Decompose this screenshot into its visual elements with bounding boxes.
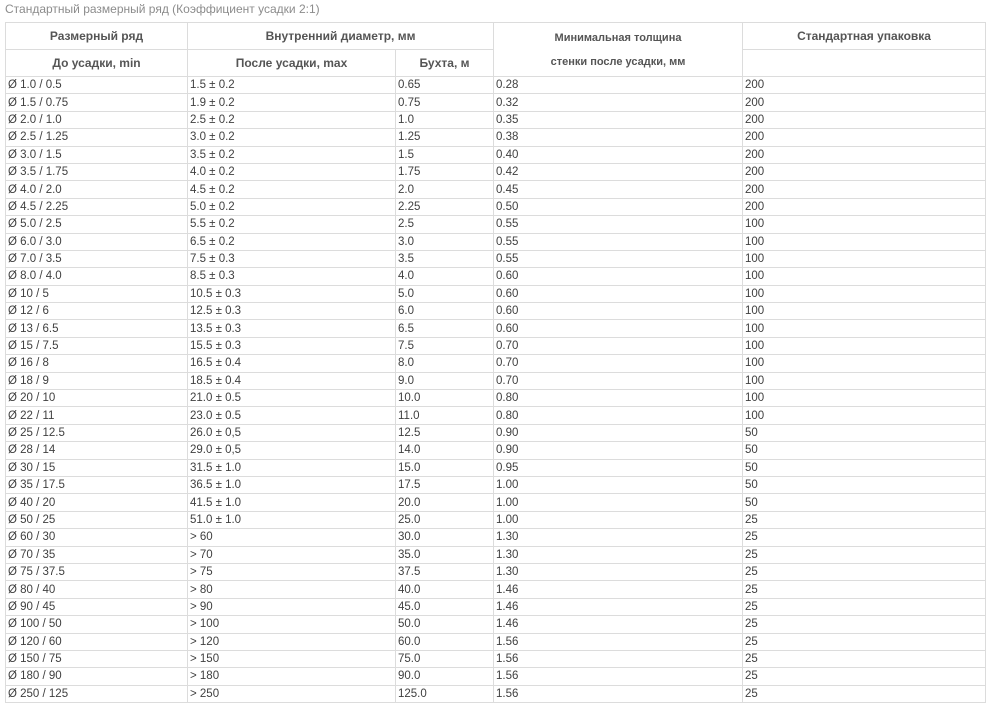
after-shrink-cell: 15.5 ± 0.3 [188,337,396,354]
header-min-wall-line2: стенки после усадки, мм [550,55,686,68]
size-range-cell: Ø 1.5 / 0.75 [6,94,188,111]
packaging-cell: 100 [743,372,986,389]
size-range-cell: Ø 150 / 75 [6,650,188,667]
after-shrink-cell: 3.0 ± 0.2 [188,129,396,146]
min-wall-cell: 1.30 [494,529,743,546]
packaging-cell: 25 [743,563,986,580]
table-row [6,494,986,511]
size-range-cell: Ø 250 / 125 [6,685,188,702]
size-range-cell: Ø 12 / 6 [6,303,188,320]
table-row [6,476,986,493]
header-inner-diameter: Внутренний диаметр, мм [188,23,494,50]
coil-length-cell: 7.5 [396,337,494,354]
after-shrink-cell: > 250 [188,685,396,702]
min-wall-cell: 1.56 [494,650,743,667]
coil-length-cell: 40.0 [396,581,494,598]
table-row [6,303,986,320]
coil-length-cell: 50.0 [396,616,494,633]
after-shrink-cell: > 70 [188,546,396,563]
min-wall-cell: 0.35 [494,111,743,128]
coil-length-cell: 0.65 [396,77,494,94]
table-row [6,668,986,685]
table-row [6,181,986,198]
min-wall-cell: 1.56 [494,668,743,685]
size-range-cell: Ø 70 / 35 [6,546,188,563]
coil-length-cell: 1.0 [396,111,494,128]
coil-length-cell: 3.0 [396,233,494,250]
size-range-cell: Ø 13 / 6.5 [6,320,188,337]
table-row [6,390,986,407]
size-range-cell: Ø 15 / 7.5 [6,337,188,354]
after-shrink-cell: 23.0 ± 0.5 [188,407,396,424]
size-range-cell: Ø 2.0 / 1.0 [6,111,188,128]
min-wall-cell: 0.70 [494,355,743,372]
coil-length-cell: 1.25 [396,129,494,146]
coil-length-cell: 125.0 [396,685,494,702]
packaging-cell: 200 [743,111,986,128]
size-range-cell: Ø 5.0 / 2.5 [6,216,188,233]
table-row [6,268,986,285]
after-shrink-cell: > 75 [188,563,396,580]
coil-length-cell: 12.5 [396,424,494,441]
packaging-cell: 50 [743,424,986,441]
packaging-cell: 25 [743,581,986,598]
after-shrink-cell: 5.0 ± 0.2 [188,198,396,215]
min-wall-cell: 0.60 [494,320,743,337]
packaging-cell: 100 [743,285,986,302]
min-wall-cell: 0.80 [494,407,743,424]
size-range-cell: Ø 6.0 / 3.0 [6,233,188,250]
coil-length-cell: 6.0 [396,303,494,320]
table-row [6,372,986,389]
header-min-wall-line1: Минимальная толщина [554,31,682,44]
table-row [6,233,986,250]
coil-length-cell: 2.25 [396,198,494,215]
packaging-cell: 50 [743,459,986,476]
after-shrink-cell: 4.5 ± 0.2 [188,181,396,198]
packaging-cell: 100 [743,320,986,337]
size-range-cell: Ø 4.5 / 2.25 [6,198,188,215]
min-wall-cell: 0.55 [494,233,743,250]
coil-length-cell: 90.0 [396,668,494,685]
size-range-cell: Ø 25 / 12.5 [6,424,188,441]
size-range-cell: Ø 18 / 9 [6,372,188,389]
coil-length-cell: 3.5 [396,250,494,267]
after-shrink-cell: 41.5 ± 1.0 [188,494,396,511]
table-row [6,146,986,163]
table-caption: Стандартный размерный ряд (Коэффициент усадки 2:1) [5,2,320,16]
table-row [6,546,986,563]
size-range-cell: Ø 90 / 45 [6,598,188,615]
header-before-shrink: До усадки, min [6,50,188,77]
coil-length-cell: 30.0 [396,529,494,546]
coil-length-cell: 10.0 [396,390,494,407]
table-row [6,111,986,128]
min-wall-cell: 0.38 [494,129,743,146]
table-row [6,529,986,546]
after-shrink-cell: 2.5 ± 0.2 [188,111,396,128]
size-range-cell: Ø 3.5 / 1.75 [6,163,188,180]
packaging-cell: 100 [743,268,986,285]
table-row [6,129,986,146]
header-standard-packaging: Стандартная упаковка [743,23,986,50]
min-wall-cell: 1.30 [494,563,743,580]
min-wall-cell: 0.40 [494,146,743,163]
coil-length-cell: 35.0 [396,546,494,563]
after-shrink-cell: 5.5 ± 0.2 [188,216,396,233]
size-range-cell: Ø 28 / 14 [6,442,188,459]
packaging-cell: 50 [743,494,986,511]
min-wall-cell: 0.95 [494,459,743,476]
after-shrink-cell: > 180 [188,668,396,685]
coil-length-cell: 60.0 [396,633,494,650]
after-shrink-cell: 6.5 ± 0.2 [188,233,396,250]
size-range-cell: Ø 8.0 / 4.0 [6,268,188,285]
table-row [6,198,986,215]
size-range-cell: Ø 3.0 / 1.5 [6,146,188,163]
table-row [6,250,986,267]
after-shrink-cell: 8.5 ± 0.3 [188,268,396,285]
after-shrink-cell: 36.5 ± 1.0 [188,476,396,493]
packaging-cell: 200 [743,129,986,146]
min-wall-cell: 0.80 [494,390,743,407]
coil-length-cell: 5.0 [396,285,494,302]
table-row [6,216,986,233]
min-wall-cell: 0.70 [494,337,743,354]
table-row [6,285,986,302]
table-row [6,598,986,615]
header-min-wall-thickness [494,23,743,77]
header-packaging-empty [743,50,986,77]
min-wall-cell: 0.70 [494,372,743,389]
coil-length-cell: 8.0 [396,355,494,372]
table-row [6,355,986,372]
packaging-cell: 50 [743,476,986,493]
table-row [6,581,986,598]
table-row [6,650,986,667]
table-row [6,320,986,337]
packaging-cell: 25 [743,650,986,667]
after-shrink-cell: 51.0 ± 1.0 [188,511,396,528]
min-wall-cell: 0.55 [494,216,743,233]
after-shrink-cell: 31.5 ± 1.0 [188,459,396,476]
after-shrink-cell: > 150 [188,650,396,667]
size-range-cell: Ø 75 / 37.5 [6,563,188,580]
coil-length-cell: 9.0 [396,372,494,389]
min-wall-cell: 1.00 [494,494,743,511]
after-shrink-cell: 21.0 ± 0.5 [188,390,396,407]
after-shrink-cell: 13.5 ± 0.3 [188,320,396,337]
table-row [6,511,986,528]
min-wall-cell: 1.00 [494,476,743,493]
packaging-cell: 25 [743,633,986,650]
packaging-cell: 100 [743,250,986,267]
packaging-cell: 25 [743,616,986,633]
size-range-cell: Ø 1.0 / 0.5 [6,77,188,94]
table-row [6,407,986,424]
size-range-cell: Ø 2.5 / 1.25 [6,129,188,146]
size-range-cell: Ø 35 / 17.5 [6,476,188,493]
after-shrink-cell: 1.5 ± 0.2 [188,77,396,94]
table-row [6,163,986,180]
packaging-cell: 25 [743,546,986,563]
packaging-cell: 25 [743,511,986,528]
size-range-cell: Ø 20 / 10 [6,390,188,407]
size-range-cell: Ø 16 / 8 [6,355,188,372]
header-after-shrink: После усадки, max [188,50,396,77]
table-row [6,337,986,354]
min-wall-cell: 0.45 [494,181,743,198]
table-row [6,94,986,111]
packaging-cell: 100 [743,407,986,424]
size-range-cell: Ø 7.0 / 3.5 [6,250,188,267]
size-range-cell: Ø 50 / 25 [6,511,188,528]
after-shrink-cell: 16.5 ± 0.4 [188,355,396,372]
after-shrink-cell: 7.5 ± 0.3 [188,250,396,267]
size-range-cell: Ø 10 / 5 [6,285,188,302]
packaging-cell: 25 [743,668,986,685]
header-size-range: Размерный ряд [6,23,188,50]
packaging-cell: 25 [743,529,986,546]
after-shrink-cell: > 90 [188,598,396,615]
packaging-cell: 200 [743,77,986,94]
min-wall-cell: 1.00 [494,511,743,528]
after-shrink-cell: > 100 [188,616,396,633]
size-range-cell: Ø 22 / 11 [6,407,188,424]
packaging-cell: 50 [743,442,986,459]
table-row [6,442,986,459]
min-wall-cell: 0.42 [494,163,743,180]
coil-length-cell: 2.0 [396,181,494,198]
packaging-cell: 200 [743,94,986,111]
min-wall-cell: 0.50 [494,198,743,215]
after-shrink-cell: 10.5 ± 0.3 [188,285,396,302]
min-wall-cell: 1.46 [494,598,743,615]
size-range-table [5,22,986,703]
packaging-cell: 100 [743,355,986,372]
min-wall-cell: 0.60 [494,285,743,302]
min-wall-cell: 1.56 [494,633,743,650]
packaging-cell: 100 [743,390,986,407]
after-shrink-cell: > 80 [188,581,396,598]
coil-length-cell: 45.0 [396,598,494,615]
table-row [6,616,986,633]
header-coil-length: Бухта, м [396,50,494,77]
packaging-cell: 200 [743,146,986,163]
packaging-cell: 100 [743,216,986,233]
after-shrink-cell: 29.0 ± 0,5 [188,442,396,459]
after-shrink-cell: 18.5 ± 0.4 [188,372,396,389]
size-range-cell: Ø 4.0 / 2.0 [6,181,188,198]
size-range-cell: Ø 180 / 90 [6,668,188,685]
packaging-cell: 100 [743,337,986,354]
table-row [6,563,986,580]
size-range-cell: Ø 100 / 50 [6,616,188,633]
packaging-cell: 100 [743,233,986,250]
coil-length-cell: 37.5 [396,563,494,580]
min-wall-cell: 1.46 [494,616,743,633]
after-shrink-cell: 26.0 ± 0,5 [188,424,396,441]
header-row-top [6,23,986,50]
min-wall-cell: 0.90 [494,442,743,459]
packaging-cell: 25 [743,685,986,702]
after-shrink-cell: 4.0 ± 0.2 [188,163,396,180]
coil-length-cell: 20.0 [396,494,494,511]
after-shrink-cell: > 120 [188,633,396,650]
coil-length-cell: 2.5 [396,216,494,233]
table-row [6,633,986,650]
packaging-cell: 200 [743,198,986,215]
min-wall-cell: 0.60 [494,268,743,285]
after-shrink-cell: 12.5 ± 0.3 [188,303,396,320]
size-range-cell: Ø 40 / 20 [6,494,188,511]
coil-length-cell: 25.0 [396,511,494,528]
min-wall-cell: 0.55 [494,250,743,267]
coil-length-cell: 1.75 [396,163,494,180]
coil-length-cell: 75.0 [396,650,494,667]
packaging-cell: 200 [743,181,986,198]
after-shrink-cell: 1.9 ± 0.2 [188,94,396,111]
table-row [6,424,986,441]
table-row [6,685,986,702]
table-body [6,77,986,703]
coil-length-cell: 15.0 [396,459,494,476]
size-range-cell: Ø 120 / 60 [6,633,188,650]
coil-length-cell: 11.0 [396,407,494,424]
size-range-cell: Ø 80 / 40 [6,581,188,598]
coil-length-cell: 0.75 [396,94,494,111]
table-row [6,459,986,476]
coil-length-cell: 17.5 [396,476,494,493]
packaging-cell: 25 [743,598,986,615]
packaging-cell: 200 [743,163,986,180]
table-row [6,77,986,94]
min-wall-cell: 0.32 [494,94,743,111]
min-wall-cell: 1.30 [494,546,743,563]
min-wall-cell: 0.28 [494,77,743,94]
coil-length-cell: 14.0 [396,442,494,459]
min-wall-cell: 1.56 [494,685,743,702]
coil-length-cell: 6.5 [396,320,494,337]
after-shrink-cell: 3.5 ± 0.2 [188,146,396,163]
size-range-cell: Ø 30 / 15 [6,459,188,476]
after-shrink-cell: > 60 [188,529,396,546]
packaging-cell: 100 [743,303,986,320]
size-range-cell: Ø 60 / 30 [6,529,188,546]
min-wall-cell: 0.60 [494,303,743,320]
min-wall-cell: 1.46 [494,581,743,598]
coil-length-cell: 4.0 [396,268,494,285]
coil-length-cell: 1.5 [396,146,494,163]
min-wall-cell: 0.90 [494,424,743,441]
